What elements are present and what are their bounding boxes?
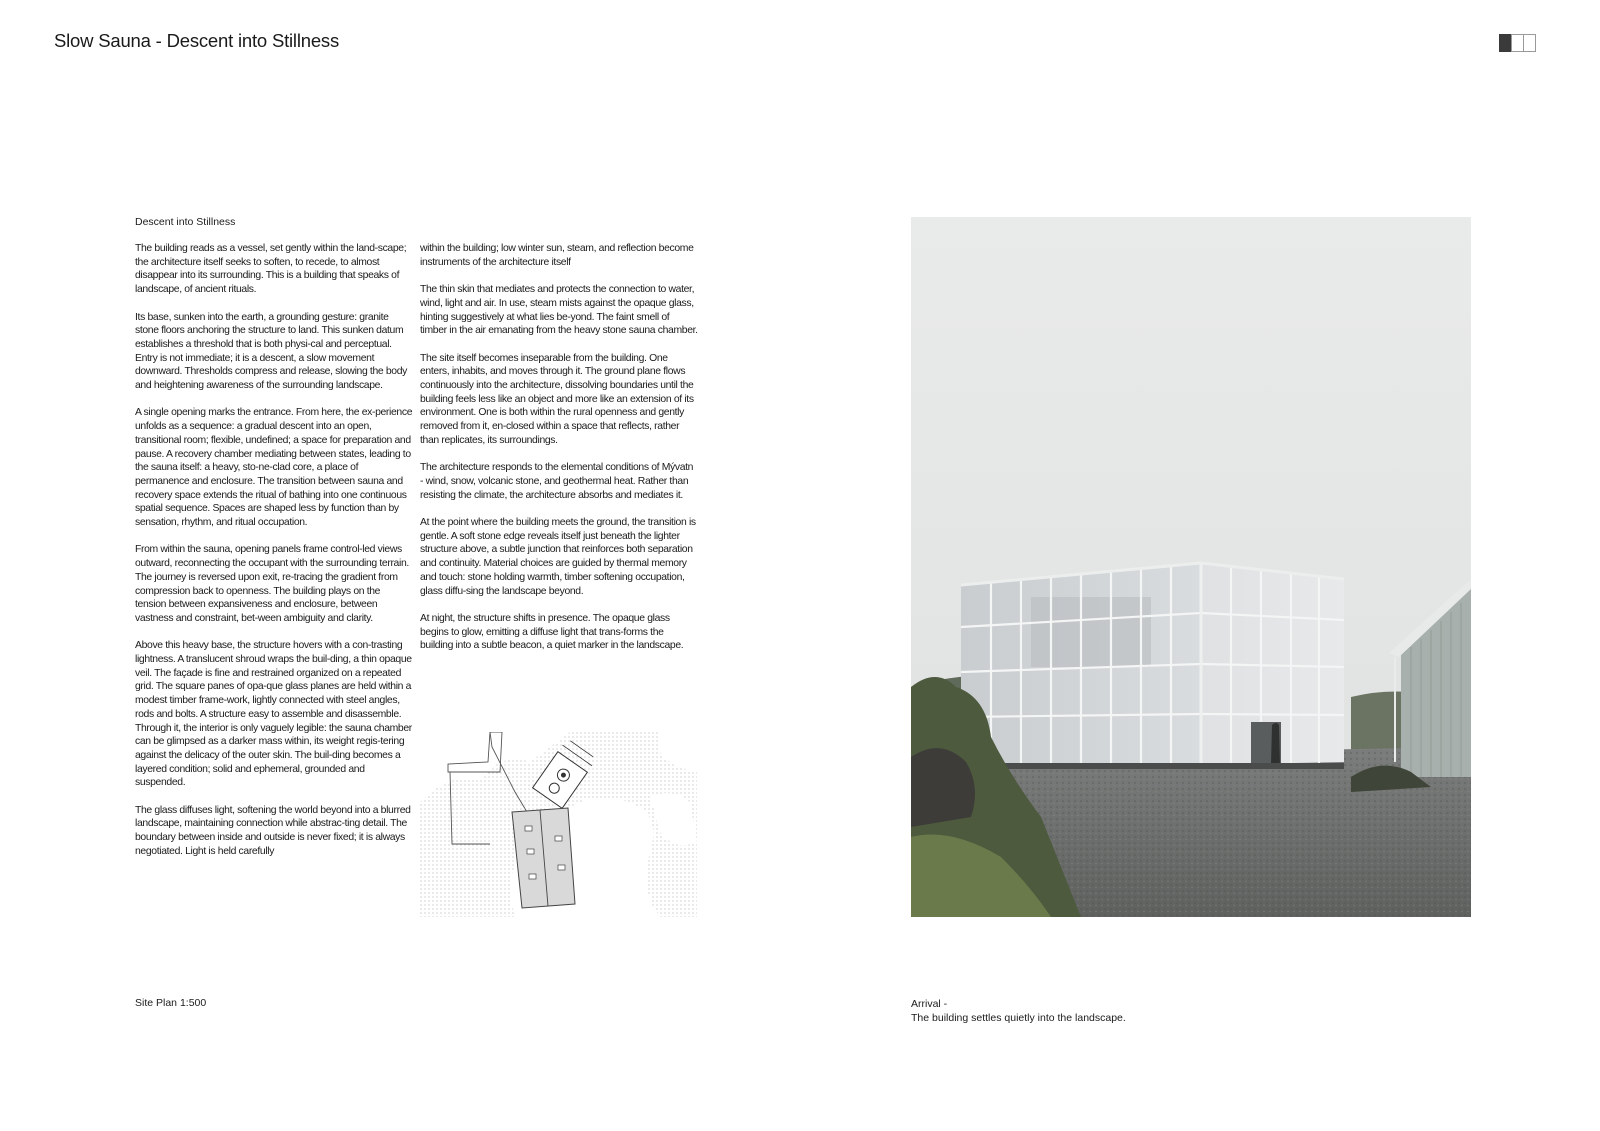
photo-caption-title: Arrival - [911, 998, 948, 1010]
paragraph: At night, the structure shifts in presence. The opaque glass begins to glow, emitting a diffuse light that trans-forms the building into a subtle beacon, a quiet marker in the landscape. [420, 612, 684, 652]
paragraph: The building reads as a vessel, set gently within the land-scape; the architecture itself seeks to soften, to recede, to almost disappear into its surrounding. This is a building that speaks of landscape, of ancient rituals. [135, 243, 407, 296]
paragraph: At the point where the building meets the ground, the transition is gentle. A soft stone edge reveals itself just beneath the lighter structure above, a subtle junction that reinforces both separation and continuity. Material choices are guided by thermal memory and touch: stone holding warmth, timber softening occupation, glass diffu-sing the landscape beyond. [420, 517, 696, 597]
glass-sauna-building [961, 563, 1344, 769]
paragraph: Its base, sunken into the earth, a grounding gesture: granite stone floors anchoring the structure to land. This sunken datum establishes a threshold that is both physi-cal and perceptual. Entry is not immediate; it is a descent, a slow movement downward. Thresholds compress and release, slowing the body and heightening awareness of the surrounding landscape. [135, 311, 407, 392]
site-plan-caption: Site Plan 1:500 [135, 997, 207, 1009]
paragraph: The site itself becomes inseparable from the building. One enters, inhabits, and moves through it. The ground plane flows continuously into the architecture, dissolving boundaries until the building feels less like an object and more like an extension of its environment. One is both within the rural openness and gently removed from it, en-closed within a space that reflects, rather than replicates, its surroundings. [420, 352, 694, 446]
paragraph: The thin skin that mediates and protects the connection to water, wind, light and air. In use, steam mists against the opaque glass, hinting suggestively at what lies be-yond. The faint smell of timber in the air emanating from the heavy stone sauna chamber. [420, 284, 698, 337]
site-plan-svg [420, 732, 697, 917]
existing-building [512, 808, 575, 908]
paragraph: The architecture responds to the elemental conditions of Mývatn - wind, snow, volcanic stone, and geothermal heat. Rather than resisting the climate, the architecture absorbs and mediates it. [420, 462, 694, 501]
section-heading: Descent into Stillness [135, 216, 236, 228]
page-indicator-box [1523, 34, 1536, 52]
person-figure [1271, 723, 1280, 765]
paragraph: within the building; low winter sun, steam, and reflection become instruments of the architecture itself [420, 243, 694, 268]
text-column-right [420, 242, 698, 667]
arrival-rendering-svg [911, 217, 1471, 917]
photo-caption [911, 997, 1126, 1025]
paragraph: From within the sauna, opening panels frame control-led views outward, reconnecting the occupant with the surrounding terrain. The journey is reversed upon exit, re-tracing the gradient from compression back to openness. The building plays on the tension between expansiveness and enclosure, between vastness and constraint, bet-ween ambiguity and clarity. [135, 544, 409, 624]
page-indicator [1500, 34, 1536, 52]
page-title: Slow Sauna - Descent into Stillness [54, 30, 340, 51]
paragraph: The glass diffuses light, softening the world beyond into a blurred landscape, maintaining connection while abstrac-ting detail. The boundary between inside and outside is never fixed; it is always negotiated. Light is held carefully [135, 804, 411, 857]
paragraph: Above this heavy base, the structure hovers with a con-trasting lightness. A translucent shroud wraps the buil-ding, a thin opaque veil. The façade is fine and restrained organized on a repeated grid. The square panes of opa-que glass planes are held within a modest timber frame-work, lightly connected with steel angles, rods and bolts. A structure easy to assemble and disassemble. Through it, the interior is only vaguely legible: the sauna chamber can be glimpsed as a darker mass within, its weight regis-tering against the delicacy of the outer skin. The buil-ding becomes a layered condition; solid and ephemeral, grounded and suspended. [135, 640, 412, 789]
arrival-rendering [911, 217, 1471, 917]
photo-caption-text: The building settles quietly into the landscape. [911, 1012, 1126, 1024]
paragraph: A single opening marks the entrance. From here, the ex-perience unfolds as a sequence: a gradual descent into an open, transitional room; flexible, undefined; a space for preparation and pause. A recovery chamber mediating between states, leading to the sauna itself: a heavy, sto-ne-clad core, a place of permanence and enclosure. The transition between sauna and recovery space extends the ritual of bathing into one continuous spatial sequence. Spaces are shaped less by function than by sensation, rhythm, and ritual occupation. [135, 407, 413, 529]
text-column-left [135, 242, 413, 872]
site-plan-drawing [420, 732, 697, 917]
